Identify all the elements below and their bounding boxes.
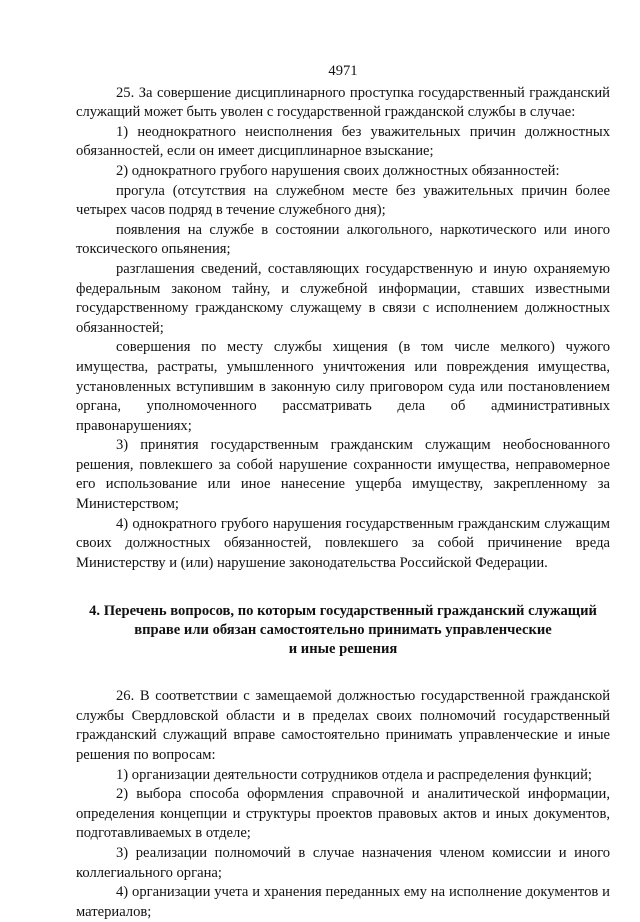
page-number: 4971: [328, 63, 358, 79]
document-page: [76, 62, 610, 922]
section-25-item-4: 4) однократного грубого нарушения государственным гражданским служащим своих должностных обязанностей, повлекшего за собой причинение вреда Министерству и (или) нарушение законодательства Российской Федерации.: [76, 515, 610, 571]
section-26-item-1: 1) организации деятельности сотрудников отдела и распределения функций;: [116, 766, 592, 783]
section-25-item-2: 2) однократного грубого нарушения своих должностных обязанностей:: [116, 162, 560, 179]
section-4-heading-line-1: 4. Перечень вопросов, по которым государственный гражданский служащий: [89, 603, 597, 620]
section-4-heading-line-2: вправе или обязан самостоятельно принимать управленческие: [134, 622, 552, 639]
section-25-item-2-intoxication: появления на службе в состоянии алкогольного, наркотического или иного токсического опьянения;: [76, 221, 610, 258]
section-25-item-2-disclosure: разглашения сведений, составляющих государственную и иную охраняемую федеральным законом тайну, и служебной информации, ставших известными государственному гражданскому служащему в связи с исполнением должностных обязанностей;: [76, 260, 610, 336]
section-25-item-2-theft: совершения по месту службы хищения (в том числе мелкого) чужого имущества, растраты, умышленного уничтожения или повреждения имущества, установленных вступившим в законную силу приговором суда или постановлением органа, уполномоченного рассматривать дела об административных правонарушениях;: [76, 339, 610, 434]
section-25-item-3: 3) принятия государственным гражданским служащим необоснованного решения, повлекшего за собой нарушение сохранности имущества, неправомерное его использование или иное нанесение ущерба имуществу, закрепленному за Министерством;: [76, 437, 610, 513]
section-25-item-2-truancy: прогула (отсутствия на служебном месте без уважительных причин более четырех часов подряд в течение служебного дня);: [76, 182, 610, 219]
section-26-item-4: 4) организации учета и хранения переданных ему на исполнение документов и материалов;: [76, 884, 610, 920]
section-25-item-1: 1) неоднократного неисполнения без уважительных причин должностных обязанностей, если он имеет дисциплинарное взыскание;: [76, 123, 610, 160]
section-4-heading-line-3: и иные решения: [288, 640, 398, 657]
section-26-item-2: 2) выбора способа оформления справочной и аналитической информации, определения концепции и структуры проектов правовых актов и иных документов, подготавливаемых в отделе;: [76, 786, 610, 842]
section-25-intro: 25. За совершение дисциплинарного проступка государственный гражданский служащий может быть уволен с государственной гражданской службы в случае:: [76, 84, 610, 121]
section-26-intro: 26. В соответствии с замещаемой должностью государственной гражданской службы Свердловской области и в пределах своих полномочий государственный гражданский служащий вправе самостоятельно принимать управленческие и иные решения по вопросам:: [76, 688, 610, 763]
section-26-item-3: 3) реализации полномочий в случае назначения членом комиссии и иного коллегиального органа;: [76, 844, 610, 881]
section-4-heading: [76, 602, 610, 658]
